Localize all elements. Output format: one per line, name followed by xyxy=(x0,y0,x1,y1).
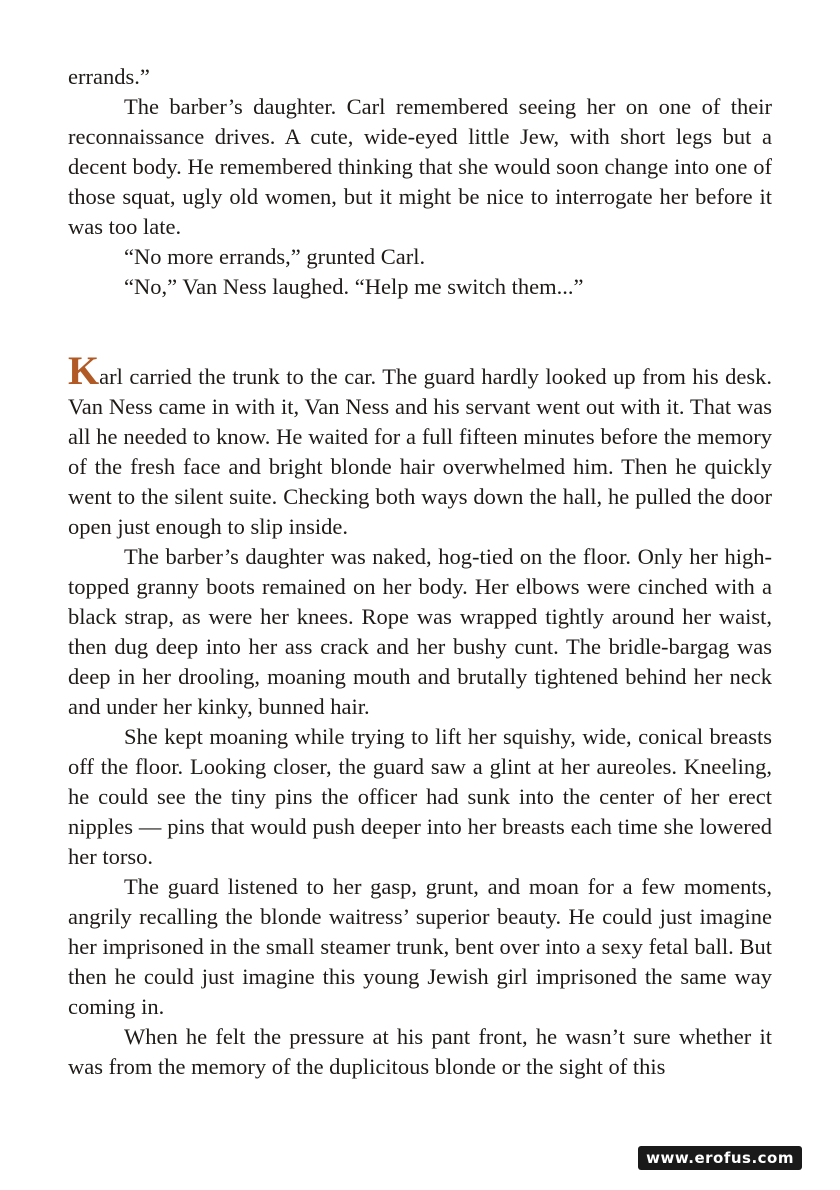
document-body xyxy=(68,62,772,1082)
paragraph: “No more errands,” grunted Carl. xyxy=(124,244,426,269)
drop-cap: K xyxy=(68,348,100,393)
site-watermark: www.erofus.com xyxy=(638,1146,802,1170)
paragraph: The barber’s daughter was naked, hog-tied on the floor. Only her high-topped granny boots remained on her body. Her elbows were cinched with a black strap, as were her knees. Rope was wrapped tightly around her waist, then dug deep into her ass crack and her bushy cunt. The bridle-bargag was deep in her drooling, moaning mouth and brutally tightened behind her neck and under her kinky, bunned hair. xyxy=(68,544,772,719)
paragraph: She kept moaning while trying to lift her squishy, wide, conical breasts off the floor. Looking closer, the guard saw a glint at her aureoles. Kneeling, he could see the tiny pins the officer had sunk into the center of her erect nipples — pins that would push deeper into her breasts each time she lowered her torso. xyxy=(68,724,772,869)
paragraph: When he felt the pressure at his pant front, he wasn’t sure whether it was from the memory of the duplicitous blonde or the sight of this xyxy=(68,1024,772,1079)
paragraph: The barber’s daughter. Carl remembered seeing her on one of their reconnaissance drives. A cute, wide-eyed little Jew, with short legs but a decent body. He remembered thinking that she would soon change into one of those squat, ugly old women, but it might be nice to interrogate her before it was too late. xyxy=(68,94,772,239)
paragraph: errands.” xyxy=(68,64,150,89)
paragraph-text: arl carried the trunk to the car. The guard hardly looked up from his desk. Van Ness came in with it, Van Ness and his servant went out with it. That was all he needed to know. He waited for a full fifteen minutes before the memory of the fresh face and bright blonde hair overwhelmed him. Then he quickly went to the silent suite. Checking both ways down the hall, he pulled the door open just enough to slip inside. xyxy=(68,364,772,539)
paragraph: “No,” Van Ness laughed. “Help me switch them...” xyxy=(124,274,584,299)
section-opening-paragraph xyxy=(68,348,772,542)
section-break xyxy=(68,302,772,356)
paragraph: The guard listened to her gasp, grunt, and moan for a few moments, angrily recalling the blonde waitress’ superior beauty. He could just imagine her imprisoned in the small steamer trunk, bent over into a sexy fetal ball. But then he could just imagine this young Jewish girl imprisoned the same way coming in. xyxy=(68,874,772,1019)
